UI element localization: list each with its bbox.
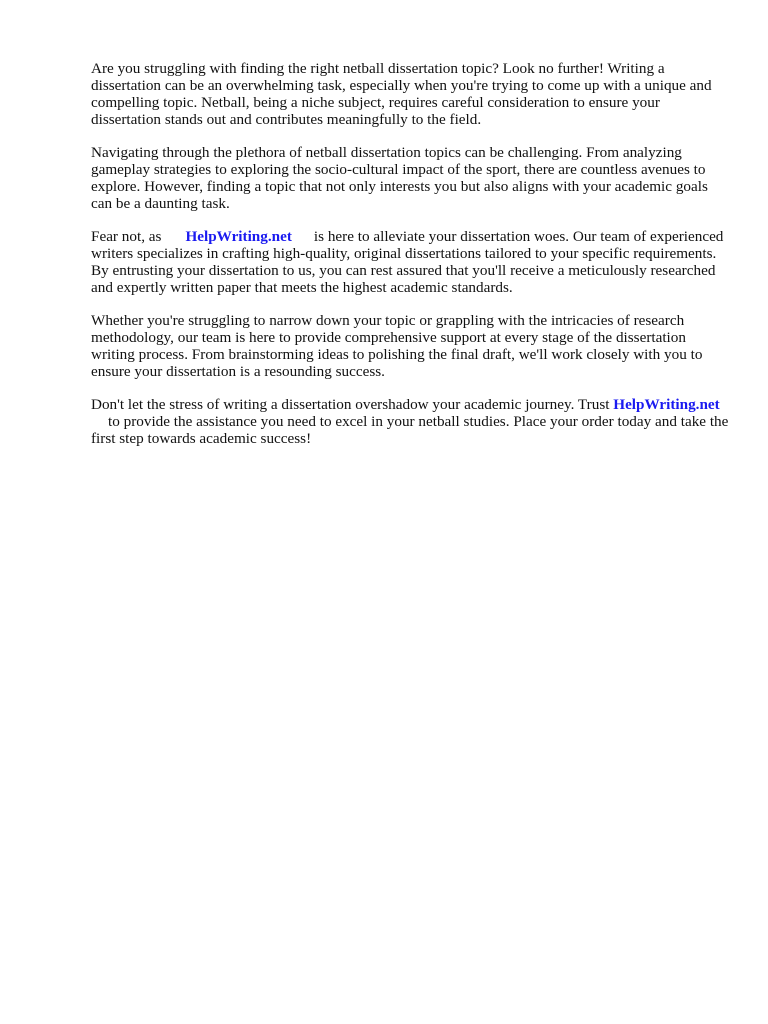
paragraph-closing [91,396,731,447]
paragraph-topics [91,144,731,212]
paragraph-topics-text: Navigating through the plethora of netball dissertation topics can be challenging. From analyzing gameplay strategies to exploring the socio-cultural impact of the sport, there are countless avenues to explore. However, finding a topic that not only interests you but also aligns with your academic goals can be a daunting task. [91,144,708,212]
paragraph-service-rest: is here to alleviate your dissertation woes. Our team of experienced writers specializes in crafting high-quality, original dissertations tailored to your specific requirements. By entrusting your dissertation to us, you can rest assured that you'll receive a meticulously researched and expertly written paper that meets the highest academic standards. [91,228,724,296]
paragraph-closing-lead: Don't let the stress of writing a dissertation overshadow your academic journey. Trust [91,396,610,413]
paragraph-intro-text: Are you struggling with finding the right netball dissertation topic? Look no further! Writing a dissertation can be an overwhelming task, especially when you're trying to come up with a unique and compelling topic. Netball, being a niche subject, requires careful consideration to ensure your dissertation stands out and contributes meaningfully to the field. [91,60,712,128]
paragraph-support [91,312,731,380]
helpwriting-link-closing[interactable]: HelpWriting.net [613,396,720,413]
helpwriting-link[interactable]: HelpWriting.net [185,228,292,245]
paragraph-closing-rest: to provide the assistance you need to excel in your netball studies. Place your order today and take the first step towards academic success! [91,413,729,447]
paragraph-support-text: Whether you're struggling to narrow down your topic or grappling with the intricacies of research methodology, our team is here to provide comprehensive support at every stage of the dissertation writing process. From brainstorming ideas to polishing the final draft, we'll work closely with you to ensure your dissertation is a resounding success. [91,312,703,380]
paragraph-intro [91,60,731,128]
document-body [91,60,731,463]
paragraph-service-lead: Fear not, as [91,228,162,245]
paragraph-service [91,228,731,296]
